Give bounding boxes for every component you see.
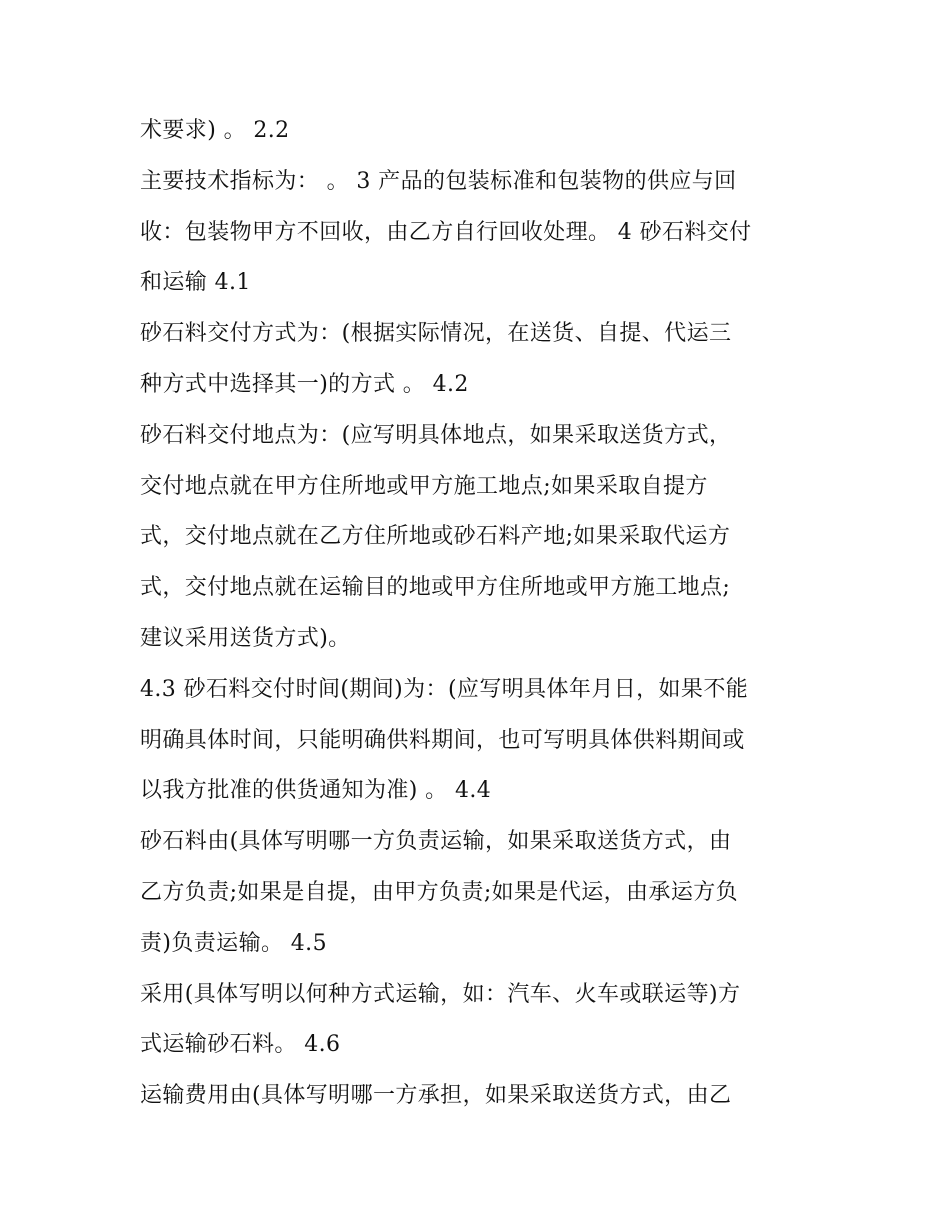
text-line-4: 和运输 4.1 <box>140 270 251 296</box>
text-line-15: 砂石料由(具体写明哪一方负责运输，如果采取送货方式，由 <box>140 829 732 855</box>
text-line-6: 种方式中选择其一)的方式 。 4.2 <box>140 371 469 397</box>
text-line-11: 建议采用送货方式)。 <box>140 625 351 651</box>
text-line-9: 式，交付地点就在乙方住所地或砂石料产地;如果采取代运方 <box>140 524 731 550</box>
text-line-7: 砂石料交付地点为：(应写明具体地点，如果采取送货方式， <box>140 422 732 448</box>
text-line-20: 运输费用由(具体写明哪一方承担，如果采取送货方式，由乙 <box>140 1083 732 1109</box>
text-line-19: 式运输砂石料。 4.6 <box>140 1032 341 1058</box>
document-page <box>140 106 820 1122</box>
text-line-13: 明确具体时间，只能明确供料期间，也可写明具体供料期间或 <box>140 727 745 753</box>
text-line-3: 收：包装物甲方不回收，由乙方自行回收处理。 4 砂石料交付 <box>140 219 752 245</box>
text-line-17: 责)负责运输。 4.5 <box>140 930 327 956</box>
text-line-14: 以我方批准的供货通知为准) 。 4.4 <box>140 778 492 804</box>
text-line-10: 式，交付地点就在运输目的地或甲方住所地或甲方施工地点; <box>140 575 731 601</box>
text-line-2: 主要技术指标为： 。 3 产品的包装标准和包装物的供应与回 <box>140 168 737 194</box>
text-line-12: 4.3 砂石料交付时间(期间)为：(应写明具体年月日，如果不能 <box>140 676 749 702</box>
text-line-1: 术要求) 。 2.2 <box>140 118 290 143</box>
text-line-8: 交付地点就在甲方住所地或甲方施工地点;如果采取自提方 <box>140 473 708 499</box>
text-line-16: 乙方负责;如果是自提，由甲方负责;如果是代运，由承运方负 <box>140 879 739 905</box>
text-line-5: 砂石料交付方式为：(根据实际情况，在送货、自提、代运三 <box>140 321 732 347</box>
text-line-18: 采用(具体写明以何种方式运输，如：汽车、火车或联运等)方 <box>140 981 741 1007</box>
